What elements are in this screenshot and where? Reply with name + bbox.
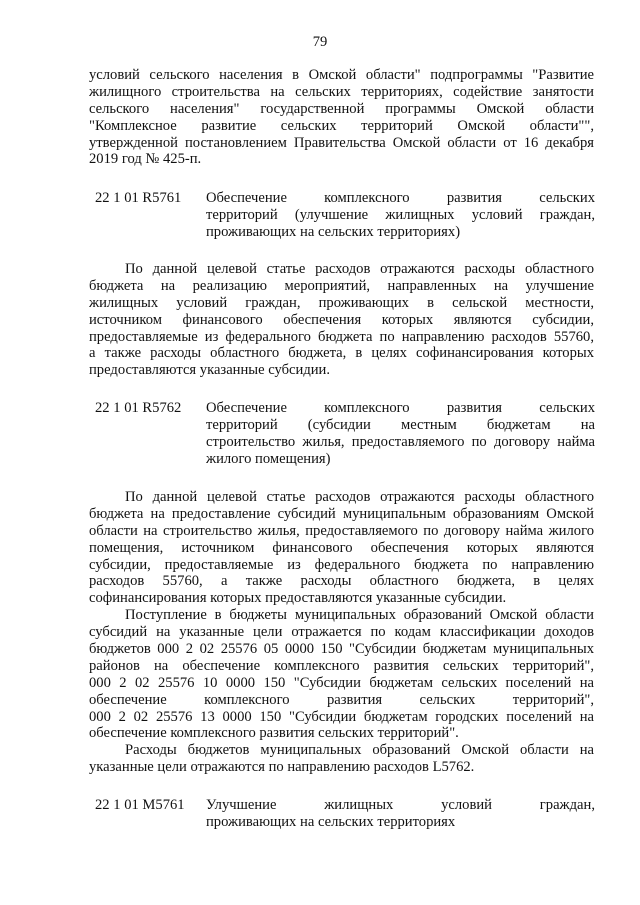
intro-paragraph	[89, 67, 594, 168]
text-line: жилищных условий граждан, проживающих в сельской местности,	[89, 294, 594, 311]
text-line: указанные цели отражаются по направлению расходов L5762.	[89, 759, 475, 776]
text-line: субсидий на указанные цели отражается по кодам классификации доходов	[89, 624, 594, 641]
section-title	[206, 797, 595, 831]
text-line: жилищного строительства на сельских территориях, содействие занятости	[89, 83, 594, 100]
section-body	[89, 261, 594, 379]
title-line: Обеспечение комплексного развития сельских	[206, 190, 595, 206]
text-line: сельского населения" государственной программы Омской области	[89, 100, 594, 117]
title-line: Улучшение жилищных условий граждан,	[206, 797, 595, 813]
text-line: субсидии, предоставляемые из федерального бюджета по направлению	[89, 556, 594, 573]
text-line: условий сельского населения в Омской области" подпрограммы "Развитие	[89, 67, 594, 83]
title-line: жилого помещения)	[206, 450, 331, 467]
text-line: Поступление в бюджеты муниципальных образований Омской области	[125, 607, 594, 624]
text-line: "Комплексное развитие сельских территорий Омской области"",	[89, 117, 594, 134]
section-code: 22 1 01 R5761	[95, 190, 182, 206]
section-code: 22 1 01 M5761	[95, 797, 185, 813]
section-body	[89, 489, 594, 776]
text-line: обеспечение комплексного развития сельских территорий".	[89, 725, 459, 742]
title-line: строительство жилья, предоставляемого по договору найма	[206, 433, 595, 450]
text-line: районов на обеспечение комплексного развития сельских территорий",	[89, 657, 594, 674]
text-line: Расходы бюджетов муниципальных образований Омской области на	[125, 742, 594, 759]
title-line: Обеспечение комплексного развития сельских	[206, 400, 595, 416]
text-line: бюджетов 000 2 02 25576 05 0000 150 "Субсидии бюджетам муниципальных	[89, 641, 594, 658]
text-line: бюджета на предоставление субсидий муниципальным образованиям Омской	[89, 505, 594, 522]
text-line: По данной целевой статье расходов отражаются расходы областного	[125, 489, 594, 505]
title-line: проживающих на сельских территориях)	[206, 223, 461, 240]
text-line: обеспечение комплексного развития сельских территорий",	[89, 691, 594, 708]
text-line: расходов 55760, а также расходы областного бюджета, в целях	[89, 573, 594, 590]
text-line: бюджета на реализацию мероприятий, направленных на улучшение	[89, 277, 594, 294]
text-line: По данной целевой статье расходов отражаются расходы областного	[125, 261, 594, 277]
text-line: 2019 год № 425-п.	[89, 151, 202, 168]
text-line: предоставляемые из федерального бюджета по направлению расходов 55760,	[89, 328, 594, 345]
title-line: территорий (улучшение жилищных условий граждан,	[206, 206, 595, 223]
section-title	[206, 190, 595, 241]
text-line: помещения, источником финансового обеспечения которых являются	[89, 539, 594, 556]
text-line: области на строительство жилья, предоставляемого по договору найма жилого	[89, 522, 594, 539]
page-number: 79	[312, 34, 328, 50]
text-line: утвержденной постановлением Правительства Омской области от 16 декабря	[89, 134, 594, 151]
title-line: проживающих на сельских территориях	[206, 813, 456, 830]
text-line: 000 2 02 25576 13 0000 150 "Субсидии бюджетам городских поселений на	[89, 708, 594, 725]
text-line: предоставляются указанные субсидии.	[89, 362, 331, 379]
text-line: 000 2 02 25576 10 0000 150 "Субсидии бюджетам сельских поселений на	[89, 674, 594, 691]
section-code: 22 1 01 R5762	[95, 400, 182, 416]
text-line: а также расходы областного бюджета, в целях софинансирования которых	[89, 345, 594, 362]
section-title	[206, 400, 595, 468]
title-line: территорий (субсидии местным бюджетам на	[206, 416, 595, 433]
text-line: софинансирования которых предоставляются указанные субсидии.	[89, 590, 507, 607]
text-line: источником финансового обеспечения которых являются субсидии,	[89, 311, 594, 328]
